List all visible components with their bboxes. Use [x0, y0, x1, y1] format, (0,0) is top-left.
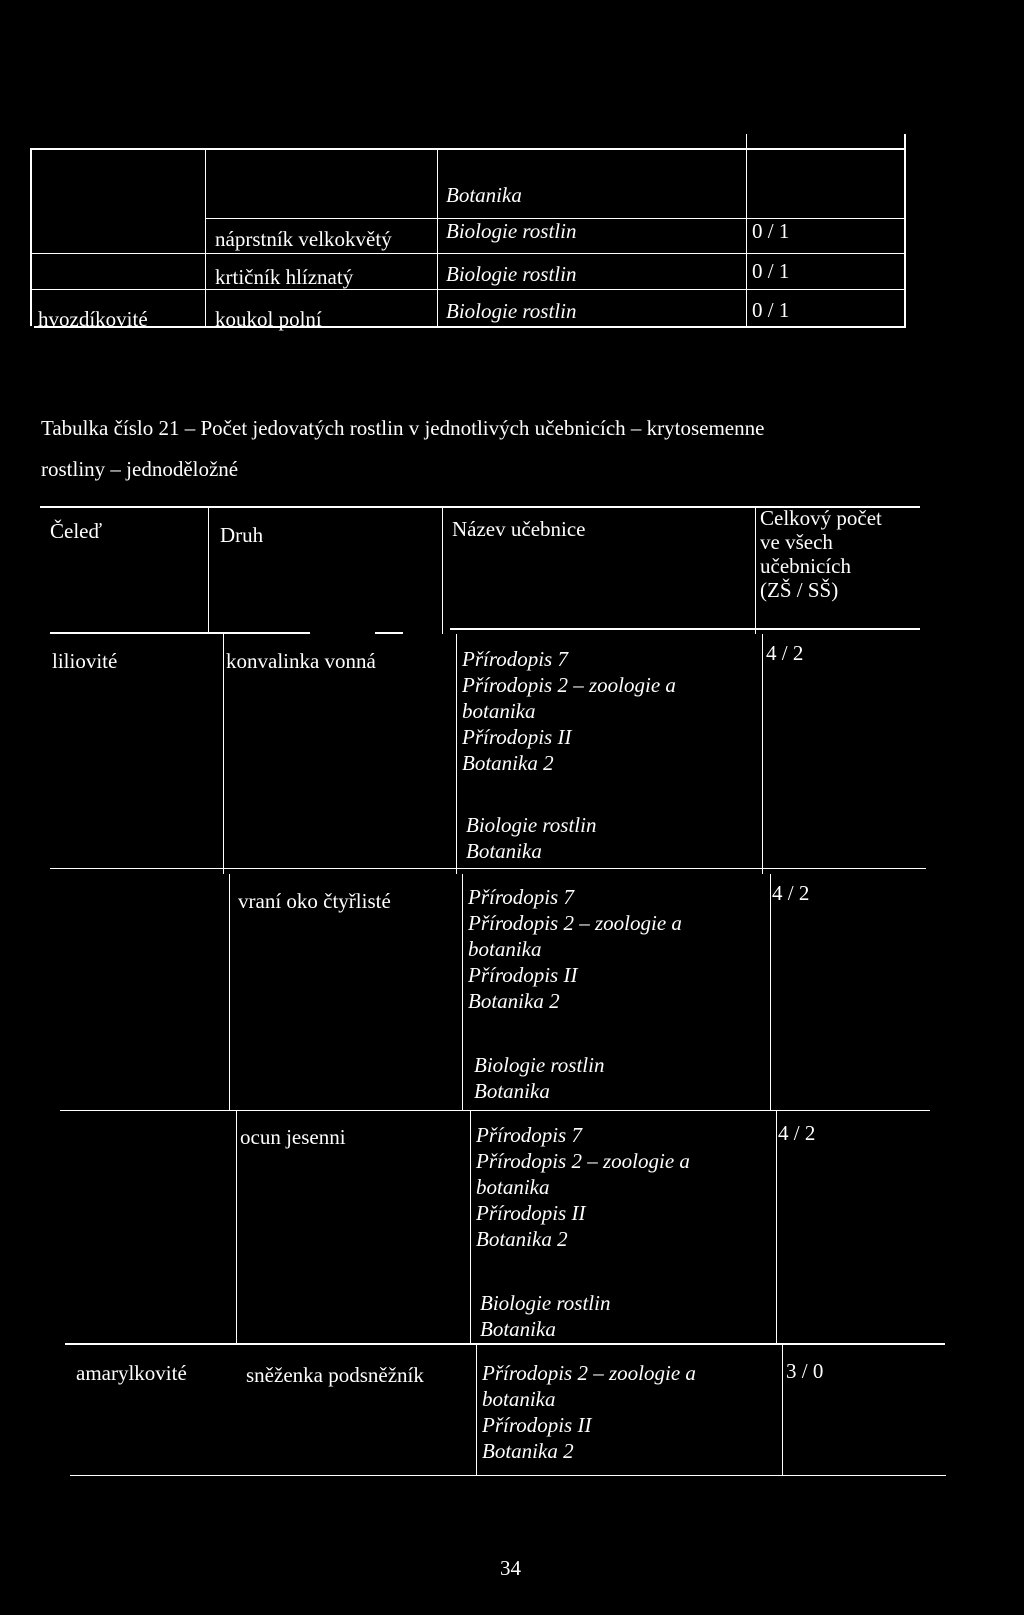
family-cell: amarylkovité [76, 1361, 187, 1385]
book-cell: Biologie rostlin [446, 299, 577, 323]
total-cell: 0 / 1 [752, 219, 790, 243]
row-divider [50, 868, 926, 869]
book-item: Biologie rostlin [474, 1053, 605, 1077]
table-border-bottom [70, 1475, 946, 1476]
column-divider [208, 508, 209, 634]
book-item: Přírodopis II [462, 725, 572, 749]
book-list-extra [474, 1052, 604, 1104]
book-item: Botanika 2 [468, 989, 560, 1013]
book-list [462, 646, 676, 776]
family-cell: liliovité [52, 649, 118, 673]
column-divider [762, 634, 763, 874]
book-item: Přírodopis 2 – zoologie a [482, 1361, 696, 1385]
column-divider [470, 1110, 471, 1343]
species-cell: konvalinka vonná [226, 649, 376, 673]
total-cell: 4 / 2 [766, 641, 804, 665]
table-border-top [30, 148, 906, 150]
species-cell: vraní oko čtyřlisté [238, 889, 391, 913]
book-item: Botanika [480, 1317, 556, 1341]
book-list [482, 1360, 696, 1464]
species-cell: krtičník hlíznatý [215, 265, 354, 289]
book-item: Přírodopis II [482, 1413, 592, 1437]
book-list-extra [466, 812, 596, 864]
book-list-extra [480, 1290, 610, 1342]
book-item: Botanika 2 [462, 751, 554, 775]
book-item: Přírodopis II [476, 1201, 586, 1225]
book-item: Přírodopis 7 [462, 647, 568, 671]
book-list [476, 1122, 690, 1252]
book-item: Biologie rostlin [480, 1291, 611, 1315]
book-item: Přírodopis 7 [468, 885, 574, 909]
book-item: Přírodopis 2 – zoologie a [468, 911, 682, 935]
column-divider [442, 508, 443, 634]
species-cell: náprstník velkokvětý [215, 227, 392, 251]
species-cell: sněženka podsněžník [246, 1363, 424, 1387]
book-item: Přírodopis II [468, 963, 578, 987]
book-item: Přírodopis 7 [476, 1123, 582, 1147]
book-item: botanika [462, 699, 536, 723]
column-divider [462, 874, 463, 1110]
table-border-right [904, 134, 906, 328]
table-border-bottom [34, 326, 906, 328]
row-divider [30, 253, 905, 254]
book-list [468, 884, 682, 1014]
row-divider [60, 1110, 930, 1111]
book-item: Biologie rostlin [466, 813, 597, 837]
column-divider [437, 148, 438, 326]
page-number: 34 [500, 1556, 521, 1580]
header-total: Celkový počet ve všech učebnicích (ZŠ / SŠ) [760, 506, 882, 602]
row-divider [65, 1343, 945, 1345]
table-border-left [30, 148, 32, 326]
book-item: botanika [482, 1387, 556, 1411]
column-divider [746, 134, 747, 326]
book-item: botanika [468, 937, 542, 961]
header-family: Čeleď [50, 519, 103, 543]
book-item: Přírodopis 2 – zoologie a [476, 1149, 690, 1173]
row-divider [30, 289, 905, 290]
book-item: botanika [476, 1175, 550, 1199]
column-divider [205, 148, 206, 326]
book-item: Přírodopis 2 – zoologie a [462, 673, 676, 697]
column-divider [770, 874, 771, 1110]
table-caption-line-2: rostliny – jednoděložné [41, 457, 239, 481]
column-divider [776, 1110, 777, 1343]
column-divider [236, 1110, 237, 1343]
header-divider [375, 632, 403, 634]
column-divider [223, 634, 224, 874]
species-cell: ocun jesenni [240, 1125, 346, 1149]
total-cell: 0 / 1 [752, 298, 790, 322]
total-cell: 0 / 1 [752, 259, 790, 283]
book-item: Botanika [474, 1079, 550, 1103]
total-cell: 4 / 2 [778, 1121, 816, 1145]
header-book: Název učebnice [452, 517, 586, 541]
book-cell: Biologie rostlin [446, 262, 577, 286]
header-species: Druh [220, 523, 264, 547]
header-divider [450, 628, 920, 630]
table-caption-line-1: Tabulka číslo 21 – Počet jedovatých rostlin v jednotlivých učebnicích – krytosemenne [41, 416, 765, 440]
column-divider [476, 1343, 477, 1475]
total-cell: 4 / 2 [772, 881, 810, 905]
book-item: Botanika 2 [482, 1439, 574, 1463]
total-cell: 3 / 0 [786, 1359, 824, 1383]
column-divider [782, 1343, 783, 1475]
family-cell: hvozdíkovité [38, 307, 148, 331]
book-cell: Biologie rostlin [446, 219, 577, 243]
column-divider [456, 634, 457, 874]
column-divider [755, 508, 756, 634]
species-cell: koukol polní [215, 307, 322, 331]
book-item: Botanika [466, 839, 542, 863]
header-divider [50, 632, 310, 634]
column-divider [229, 874, 230, 1110]
book-cell: Botanika [446, 183, 522, 207]
book-item: Botanika 2 [476, 1227, 568, 1251]
